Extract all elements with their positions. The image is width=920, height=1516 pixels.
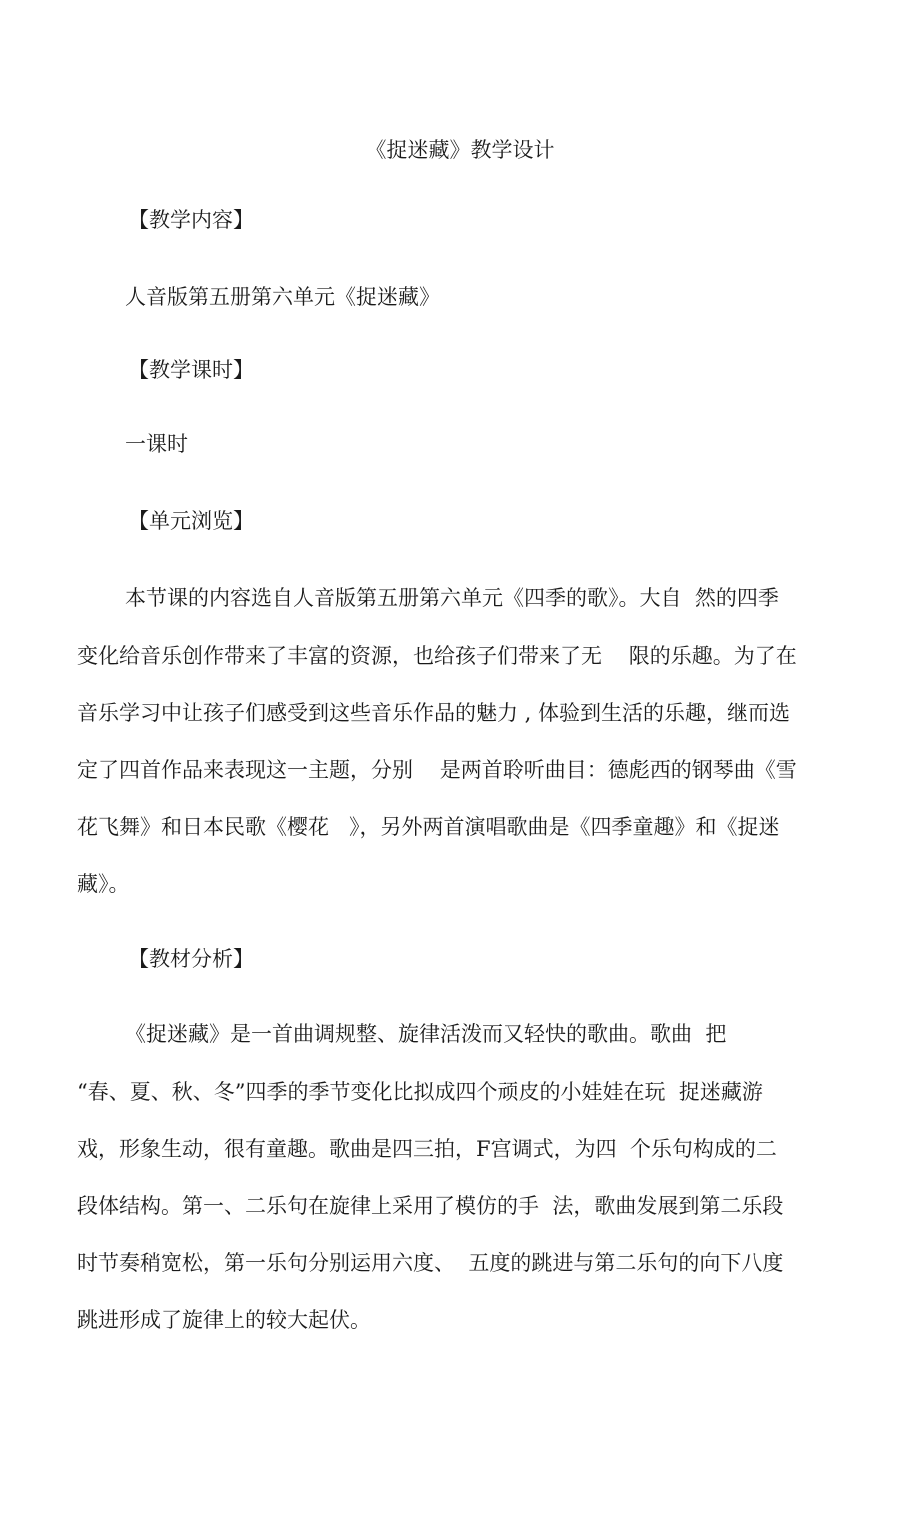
section-heading-material-analysis: 【教材分析】 <box>128 947 254 971</box>
teaching-content-text: 人音版第五册第六单元《捉迷藏》 <box>125 285 440 309</box>
section-heading-teaching-hours: 【教学课时】 <box>128 358 254 382</box>
material-analysis-line: “春、夏、秋、冬”四季的季节变化比拟成四个顽皮的小娃娃在玩 捉迷藏游 <box>77 1080 763 1104</box>
unit-overview-line: 变化给音乐创作带来了丰富的资源，也给孩子们带来了无 限的乐趣。为了在 <box>77 644 797 668</box>
section-heading-unit-overview: 【单元浏览】 <box>128 509 254 533</box>
teaching-hours-text: 一课时 <box>125 432 188 456</box>
unit-overview-line: 花飞舞》和日本民歌《樱花 》，另外两首演唱歌曲是《四季童趣》和《捉迷 <box>77 815 780 839</box>
unit-overview-line: 本节课的内容选自人音版第五册第六单元《四季的歌》。大自 然的四季 <box>125 586 779 610</box>
unit-overview-line: 藏》。 <box>77 872 130 896</box>
material-analysis-line: 段体结构。第一、二乐句在旋律上采用了模仿的手 法，歌曲发展到第二乐段 <box>77 1194 784 1218</box>
material-analysis-line: 《捉迷藏》是一首曲调规整、旋律活泼而又轻快的歌曲。歌曲 把 <box>125 1022 727 1046</box>
material-analysis-line: 跳进形成了旋律上的较大起伏。 <box>77 1308 371 1332</box>
section-heading-teaching-content: 【教学内容】 <box>128 208 254 232</box>
document-title: 《捉迷藏》教学设计 <box>365 138 555 162</box>
material-analysis-line: 时节奏稍宽松，第一乐句分别运用六度、 五度的跳进与第二乐句的向下八度 <box>77 1251 784 1275</box>
material-analysis-line: 戏，形象生动，很有童趣。歌曲是四三拍，F宫调式，为四 个乐句构成的二 <box>77 1137 777 1161</box>
unit-overview-line: 音乐学习中让孩子们感受到这些音乐作品的魅力 , 体验到生活的乐趣，继而选 <box>77 701 791 725</box>
unit-overview-line: 定了四首作品来表现这一主题，分别 是两首聆听曲目：德彪西的钢琴曲《雪 <box>77 758 797 782</box>
